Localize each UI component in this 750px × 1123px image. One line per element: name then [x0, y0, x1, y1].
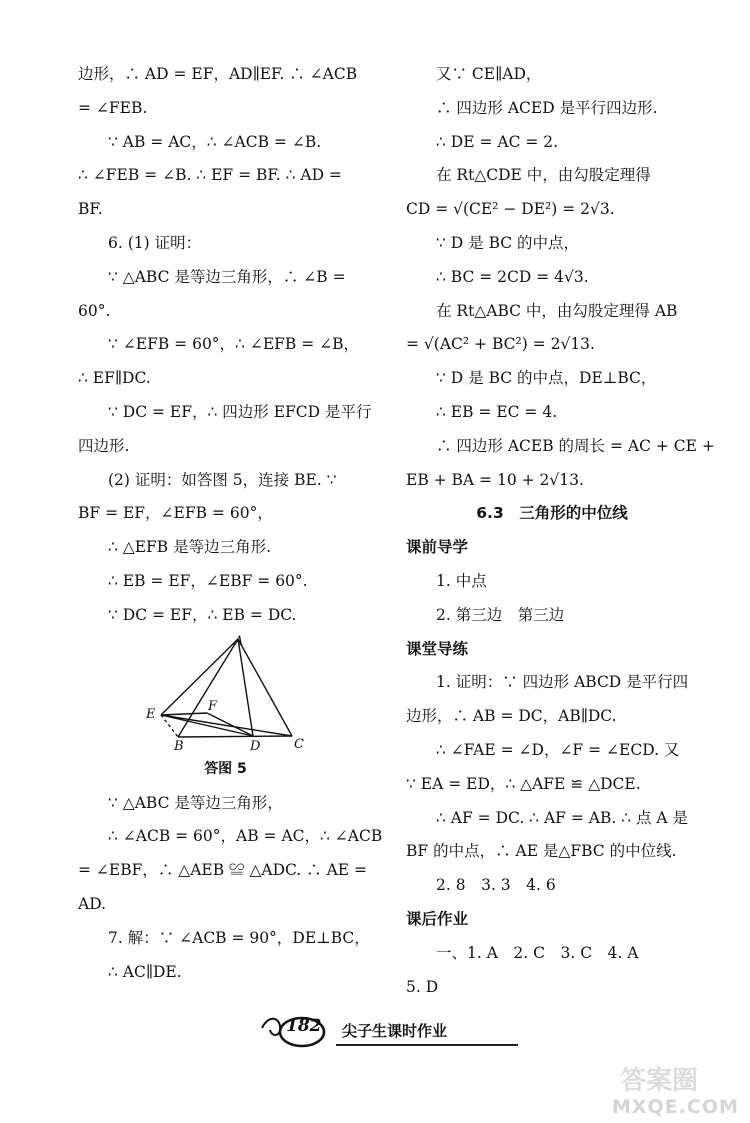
text-line: BF.: [78, 200, 103, 219]
segment-AE: [161, 639, 238, 715]
text-line: ∵ EA = ED，∴ △AFE ≌ △DCE.: [406, 774, 641, 793]
text-line: ∵ ∠EFB = 60°，∴ ∠EFB = ∠B，: [108, 335, 360, 354]
text-line: 边形，∴ AD = EF，AD∥EF. ∴ ∠ACB: [78, 65, 358, 83]
label-F: F: [208, 698, 218, 714]
text-line: 边形，∴ AB = DC，AB∥DC.: [406, 707, 617, 726]
text-line: ∴ EB = EC = 4.: [436, 402, 558, 421]
page-footer: [258, 1010, 558, 1050]
text-line: BF = EF，∠EFB = 60°，: [78, 504, 273, 523]
text-line: = √(AC² + BC²) = 2√13.: [406, 335, 595, 354]
section-heading: 课前导学: [406, 538, 469, 557]
text-line: 7. 解：∵ ∠ACB = 90°，DE⊥BC，: [108, 928, 370, 947]
text-line: 四边形.: [78, 436, 130, 455]
text-line: 在 Rt△CDE 中，由勾股定理得: [436, 166, 651, 185]
text-line: 5. D: [406, 977, 439, 996]
segment-ED: [161, 715, 253, 736]
label-A: A: [234, 633, 244, 649]
text-line: ∵ △ABC 是等边三角形，∴ ∠B =: [108, 267, 346, 286]
text-line: ∵ △ABC 是等边三角形，: [108, 793, 283, 812]
text-line: 在 Rt△ABC 中，由勾股定理得 AB: [436, 301, 678, 320]
label-E: E: [146, 706, 156, 722]
text-line: ∴ AC∥DE.: [108, 962, 182, 981]
text-line: 6. (1) 证明：: [108, 233, 202, 252]
text-line: ∴ 四边形 ACED 是平行四边形.: [436, 98, 658, 117]
text-line: ∴ BC = 2CD = 4√3.: [436, 267, 589, 286]
figure-caption: 答图 5: [204, 760, 247, 777]
text-line: = ∠EBF，∴ △AEB ≌ △ADC. ∴ AE =: [78, 861, 368, 880]
figure-svg: [140, 633, 310, 751]
text-line: ∵ D 是 BC 的中点，: [436, 233, 580, 252]
text-line: ∵ DC = EF，∴ EB = DC.: [108, 605, 297, 624]
section-heading: 课堂导练: [406, 639, 469, 658]
section-heading: 课后作业: [406, 909, 469, 928]
footer-rule: [336, 1044, 518, 1046]
geometry-figure: [78, 633, 373, 751]
label-C: C: [294, 736, 304, 751]
text-line: EB + BA = 10 + 2√13.: [406, 470, 584, 489]
text-line: ∴ DE = AC = 2.: [436, 132, 559, 151]
text-line: CD = √(CE² − DE²) = 2√3.: [406, 200, 615, 219]
watermark: [612, 1060, 742, 1118]
watermark-logo: 答案圈: [620, 1066, 699, 1096]
label-D: D: [250, 738, 261, 751]
section-title: 6.3 三角形的中位线: [476, 504, 628, 523]
text-line: ∵ DC = EF，∴ 四边形 EFCD 是平行: [108, 402, 372, 421]
text-line: ∴ EB = EF，∠EBF = 60°.: [108, 571, 308, 590]
book-title: 尖子生课时作业: [342, 1022, 448, 1040]
segment-BC: [178, 736, 292, 737]
page-number: 182: [286, 1016, 322, 1036]
answer-item: 2. 第三边 第三边: [436, 605, 565, 624]
label-B: B: [174, 738, 184, 751]
text-line: AD.: [78, 894, 106, 913]
left-column: [78, 58, 383, 989]
text-line: ∴ ∠FEB = ∠B. ∴ EF = BF. ∴ AD =: [78, 166, 342, 185]
text-line: 一、1. A 2. C 3. C 4. A: [436, 943, 639, 962]
text-line: 60°.: [78, 301, 111, 320]
text-line: BF 的中点，∴ AE 是△FBC 的中位线.: [406, 842, 677, 861]
text-line: = ∠FEB.: [78, 98, 148, 117]
right-column: [406, 58, 715, 1004]
text-line: (2) 证明：如答图 5，连接 BE. ∵: [108, 470, 337, 489]
text-line: 2. 8 3. 3 4. 6: [436, 876, 556, 895]
text-line: 又∵ CE∥AD，: [436, 65, 542, 83]
text-line: 1. 证明：∵ 四边形 ABCD 是平行四: [436, 673, 689, 692]
text-line: ∴ △EFB 是等边三角形.: [108, 538, 272, 557]
watermark-url: MXQE.COM: [612, 1096, 739, 1118]
text-line: ∴ ∠ACB = 60°，AB = AC，∴ ∠ACB: [108, 827, 383, 846]
text-line: ∴ AF = DC. ∴ AF = AB. ∴ 点 A 是: [436, 808, 689, 827]
text-line: ∴ 四边形 ACEB 的周长 = AC + CE +: [436, 436, 715, 455]
segment-FD: [207, 713, 253, 736]
segment-EF: [161, 713, 207, 715]
answer-item: 1. 中点: [436, 571, 487, 590]
text-line: ∴ EF∥DC.: [78, 369, 151, 388]
text-line: ∵ D 是 BC 的中点，DE⊥BC，: [436, 369, 657, 388]
text-line: ∵ AB = AC，∴ ∠ACB = ∠B.: [108, 132, 322, 151]
text-line: ∴ ∠FAE = ∠D，∠F = ∠ECD. 又: [436, 740, 680, 759]
